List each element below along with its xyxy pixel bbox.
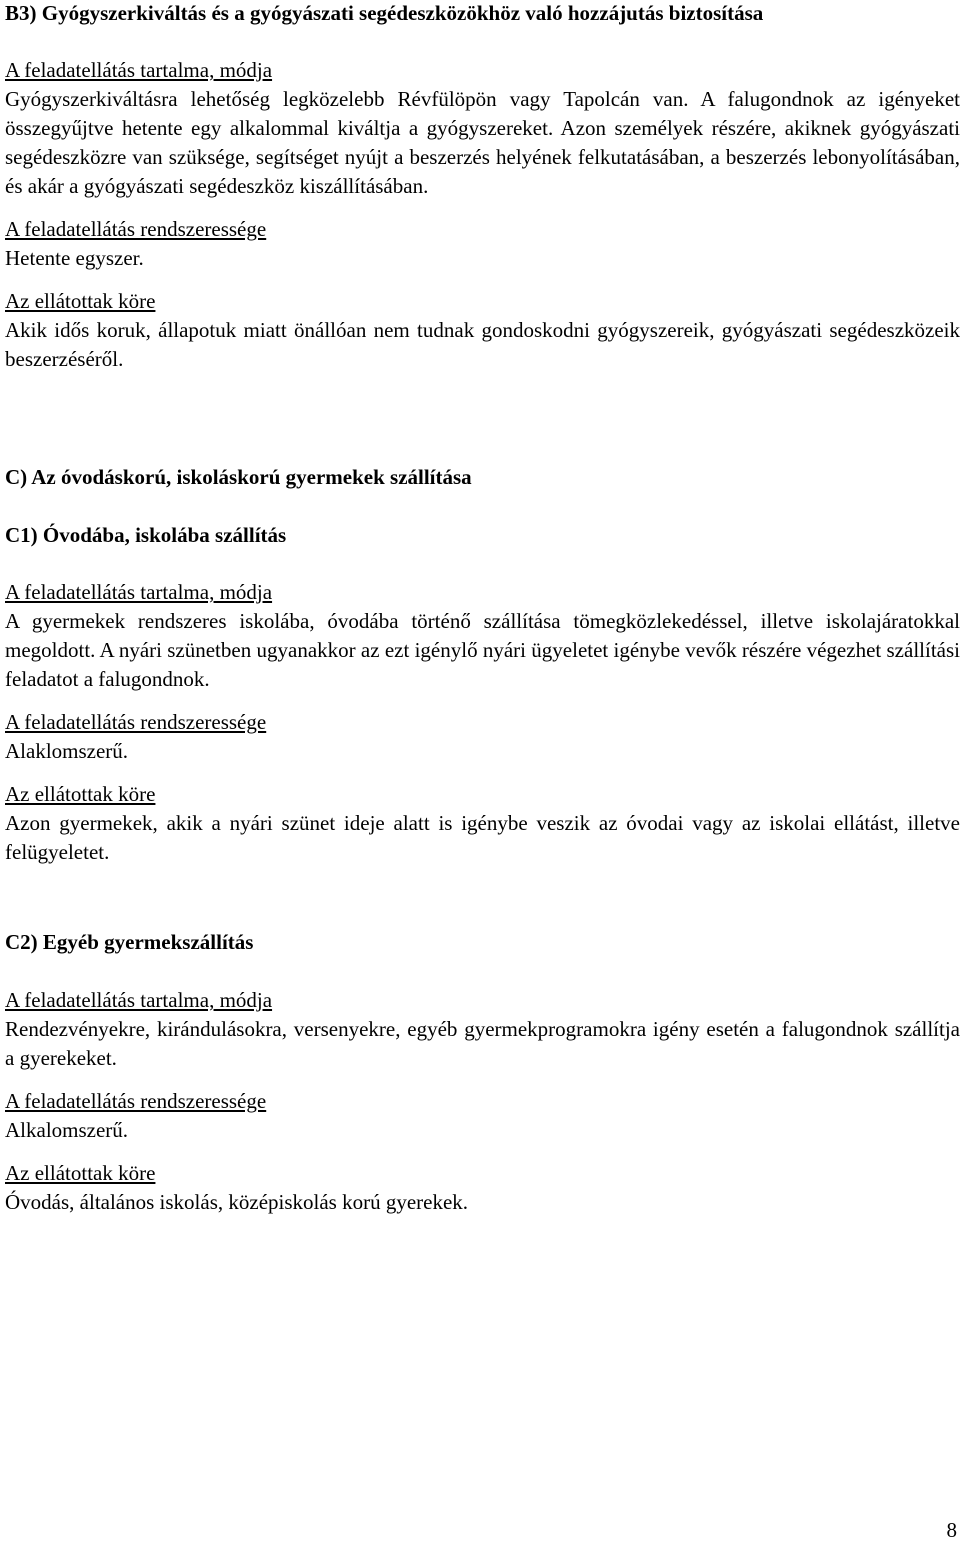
- page-number: 8: [946, 1518, 957, 1542]
- b3-recipients-label: Az ellátottak köre: [5, 289, 156, 313]
- section-c2-title: C2) Egyéb gyermekszállítás: [5, 930, 254, 954]
- section-c2-body: [5, 986, 960, 1217]
- c1-recipients-text: Azon gyermekek, akik a nyári szünet ideje alatt is igénybe veszik az óvodai vagy az iskolai ellátást, illetve felügyeletet.: [5, 811, 960, 864]
- c2-content-text: Rendezvényekre, kirándulásokra, versenyekre, egyéb gyermekprogramokra igény esetén a falugondnok szállítja a gyerekeket.: [5, 1017, 960, 1070]
- section-c-title: C) Az óvodáskorú, iskoláskorú gyermekek szállítása: [5, 465, 472, 489]
- section-c1-title: C1) Óvodába, iskolába szállítás: [5, 523, 287, 547]
- c2-recipients-label: Az ellátottak köre: [5, 1161, 156, 1185]
- b3-content-text: Gyógyszerkiváltásra lehetőség legközelebb Révfülöpön vagy Tapolcán van. A falugondnok az igényeket összegyűjtve hetente egy alkalommal kiváltja a gyógyszereket. Azon személyek részére, akiknek gyógyászati segédeszközre van szüksége, segítséget nyújt a beszerzés helyének felkutatásában, a beszerzés lebonyolításában, és akár a gyógyászati segédeszköz kiszállításában.: [5, 87, 960, 198]
- section-c1-body: [5, 578, 960, 867]
- c1-frequency-text: Alaklomszerű.: [5, 739, 129, 763]
- c2-frequency-text: Alkalomszerű.: [5, 1118, 129, 1142]
- b3-frequency-label: A feladatellátás rendszeressége: [5, 217, 267, 241]
- c1-content-label: A feladatellátás tartalma, módja: [5, 580, 273, 604]
- b3-content-label: A feladatellátás tartalma, módja: [5, 58, 273, 82]
- c2-content-label: A feladatellátás tartalma, módja: [5, 988, 273, 1012]
- section-b3-title: B3) Gyógyszerkiváltás és a gyógyászati segédeszközökhöz való hozzájutás biztosítása: [5, 1, 764, 25]
- c2-recipients-text: Óvodás, általános iskolás, középiskolás korú gyerekek.: [5, 1190, 469, 1214]
- c1-frequency-label: A feladatellátás rendszeressége: [5, 710, 267, 734]
- c1-content-text: A gyermekek rendszeres iskolába, óvodába történő szállítása tömegközlekedéssel, illetve iskolajáratokkal megoldott. A nyári szünetben ugyanakkor az ezt igénylő nyári ügyeletet igénybe vevők részére végezhet szállítási feladatot a falugondnok.: [5, 609, 960, 691]
- c1-recipients-label: Az ellátottak köre: [5, 782, 156, 806]
- b3-frequency-text: Hetente egyszer.: [5, 246, 144, 270]
- c2-frequency-label: A feladatellátás rendszeressége: [5, 1089, 267, 1113]
- b3-recipients-text: Akik idős koruk, állapotuk miatt önállóan nem tudnak gondoskodni gyógyszereik, gyógyászati segédeszközeik beszerzéséről.: [5, 318, 960, 371]
- section-b3-body: [5, 56, 960, 374]
